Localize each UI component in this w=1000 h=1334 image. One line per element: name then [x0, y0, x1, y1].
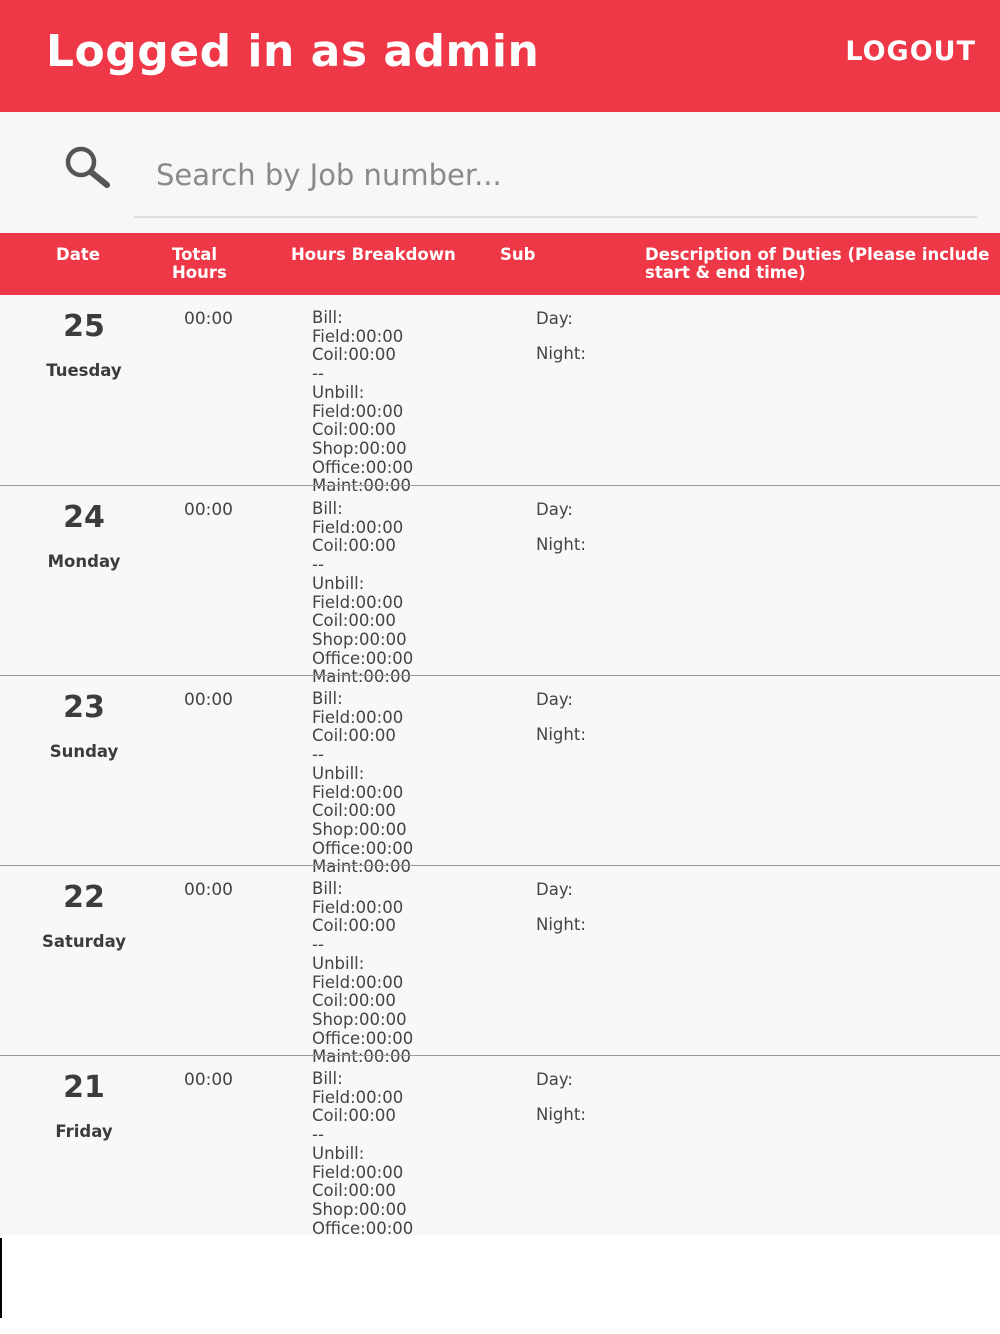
- breakdown-line: Coil:00:00: [312, 536, 396, 556]
- header-total-hours-line1: Total: [172, 245, 218, 264]
- sub-day-label: Day:: [536, 500, 573, 519]
- day-number: 25: [63, 309, 105, 344]
- table-header: [0, 233, 1000, 295]
- table-row[interactable]: [0, 865, 1000, 1067]
- total-hours: 00:00: [184, 500, 233, 520]
- breakdown-line: Unbill:: [312, 1143, 365, 1163]
- breakdown-line: --: [312, 935, 324, 955]
- breakdown-line: Field:00:00: [312, 326, 404, 346]
- text-cursor: [0, 1238, 2, 1318]
- logout-button[interactable]: LOGOUT: [845, 36, 976, 67]
- search-input[interactable]: [134, 134, 977, 218]
- breakdown-line: Office:00:00: [312, 1218, 414, 1235]
- hours-breakdown: [312, 309, 413, 496]
- header-hours-breakdown: Hours Breakdown: [291, 245, 456, 264]
- breakdown-line: Coil:00:00: [312, 345, 396, 365]
- breakdown-line: Office:00:00: [312, 648, 414, 668]
- breakdown-line: Bill:: [312, 689, 343, 708]
- day-number: 24: [63, 500, 105, 535]
- breakdown-line: Unbill:: [312, 573, 365, 593]
- day-number: 21: [63, 1070, 105, 1105]
- sub-night-label: Night:: [536, 344, 586, 363]
- breakdown-line: Office:00:00: [312, 457, 414, 477]
- total-hours: 00:00: [184, 309, 233, 329]
- weekday-label: Sunday: [49, 742, 119, 761]
- breakdown-line: Unbill:: [312, 763, 365, 783]
- weekday-label: Tuesday: [46, 361, 122, 380]
- breakdown-line: Maint:00:00: [312, 857, 411, 877]
- sub-night-label: Night:: [536, 725, 586, 744]
- total-hours: 00:00: [184, 1070, 233, 1090]
- breakdown-line: Bill:: [312, 499, 343, 518]
- breakdown-line: Field:00:00: [312, 592, 404, 612]
- breakdown-line: Coil:00:00: [312, 726, 396, 746]
- header-total-hours: [172, 246, 227, 282]
- header-total-hours-line2: Hours: [172, 263, 227, 282]
- breakdown-line: Field:00:00: [312, 1162, 404, 1182]
- hours-breakdown: [312, 690, 413, 877]
- breakdown-line: Unbill:: [312, 953, 365, 973]
- breakdown-line: Maint:00:00: [312, 476, 411, 496]
- sub-night-label: Night:: [536, 1105, 586, 1124]
- breakdown-line: --: [312, 745, 324, 765]
- breakdown-line: Coil:00:00: [312, 1106, 396, 1126]
- total-hours: 00:00: [184, 880, 233, 900]
- day-number: 22: [63, 880, 105, 915]
- breakdown-line: Shop:00:00: [312, 819, 407, 839]
- table-row[interactable]: [0, 485, 1000, 687]
- breakdown-line: Coil:00:00: [312, 1181, 396, 1201]
- breakdown-line: Coil:00:00: [312, 420, 396, 440]
- header-date: Date: [56, 245, 100, 264]
- breakdown-line: Field:00:00: [312, 972, 404, 992]
- breakdown-line: Bill:: [312, 879, 343, 898]
- app-header: [0, 0, 1000, 112]
- breakdown-line: Shop:00:00: [312, 1009, 407, 1029]
- header-sub: Sub: [500, 245, 536, 264]
- breakdown-line: Coil:00:00: [312, 611, 396, 631]
- breakdown-line: --: [312, 1125, 324, 1145]
- breakdown-line: --: [312, 364, 324, 384]
- header-description-line1: Description of Duties (Please include: [645, 245, 990, 264]
- breakdown-line: Coil:00:00: [312, 991, 396, 1011]
- weekday-label: Saturday: [42, 932, 126, 951]
- breakdown-line: Unbill:: [312, 382, 365, 402]
- breakdown-line: Coil:00:00: [312, 916, 396, 936]
- breakdown-line: Bill:: [312, 1069, 343, 1088]
- sub-day-label: Day:: [536, 309, 573, 328]
- timesheet-list[interactable]: [0, 295, 1000, 1235]
- table-row[interactable]: [0, 1055, 1000, 1235]
- breakdown-line: Field:00:00: [312, 1087, 404, 1107]
- hours-breakdown: [312, 880, 413, 1067]
- day-number: 23: [63, 690, 105, 725]
- table-row[interactable]: [0, 295, 1000, 496]
- weekday-label: Monday: [47, 552, 121, 571]
- hours-breakdown: [312, 500, 413, 687]
- breakdown-line: Shop:00:00: [312, 438, 407, 458]
- breakdown-line: Bill:: [312, 308, 343, 327]
- sub-day-label: Day:: [536, 1070, 573, 1089]
- table-row[interactable]: [0, 675, 1000, 877]
- breakdown-line: Shop:00:00: [312, 629, 407, 649]
- sub-day-label: Day:: [536, 690, 573, 709]
- breakdown-line: Office:00:00: [312, 838, 414, 858]
- breakdown-line: Field:00:00: [312, 897, 404, 917]
- breakdown-line: Field:00:00: [312, 707, 404, 727]
- total-hours: 00:00: [184, 690, 233, 710]
- breakdown-line: Shop:00:00: [312, 1199, 407, 1219]
- breakdown-line: Maint:00:00: [312, 667, 411, 687]
- breakdown-line: Maint:00:00: [312, 1047, 411, 1067]
- page-title: Logged in as admin: [46, 26, 540, 77]
- hours-breakdown: [312, 1070, 413, 1235]
- sub-day-label: Day:: [536, 880, 573, 899]
- breakdown-line: Field:00:00: [312, 517, 404, 537]
- weekday-label: Friday: [55, 1122, 113, 1141]
- sub-night-label: Night:: [536, 915, 586, 934]
- breakdown-line: Coil:00:00: [312, 801, 396, 821]
- breakdown-line: Office:00:00: [312, 1028, 414, 1048]
- header-description-line2: start & end time): [645, 263, 806, 282]
- search-icon[interactable]: [62, 144, 114, 188]
- header-description: [645, 246, 989, 282]
- breakdown-line: Field:00:00: [312, 782, 404, 802]
- breakdown-line: --: [312, 555, 324, 575]
- breakdown-line: Field:00:00: [312, 401, 404, 421]
- sub-night-label: Night:: [536, 535, 586, 554]
